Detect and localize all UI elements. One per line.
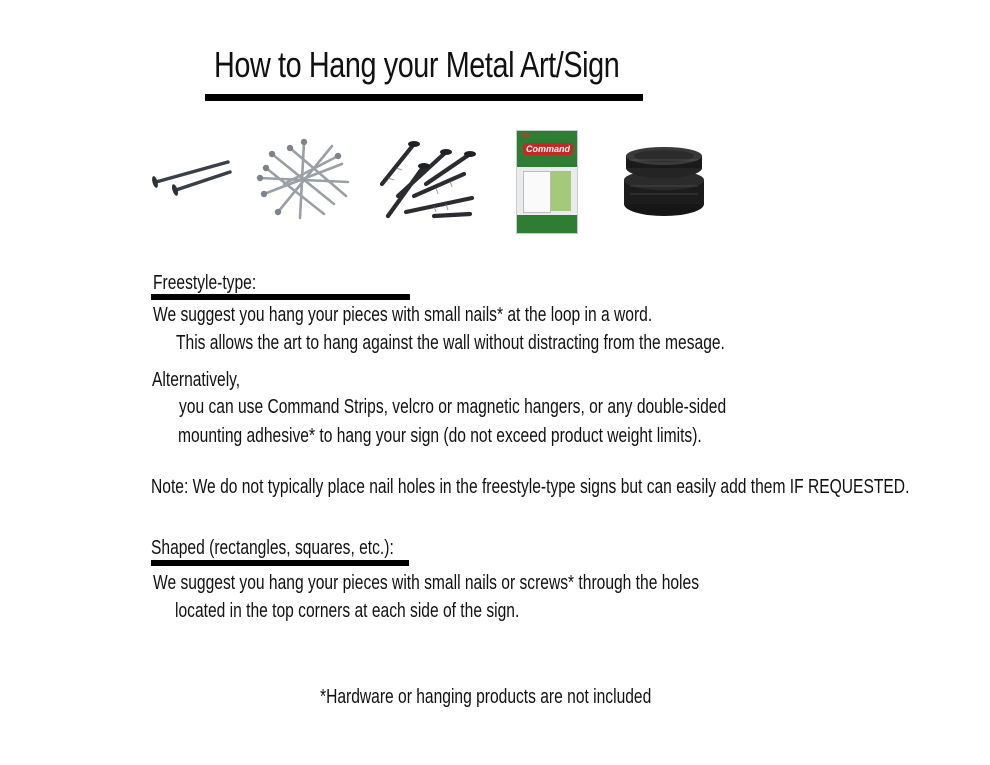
velcro-roll-image: [620, 146, 708, 222]
page-title: How to Hang your Metal Art/Sign: [214, 44, 620, 85]
shaped-text-line-1: We suggest you hang your pieces with small nails or screws* through the holes: [153, 572, 699, 594]
command-3m-logo: 3M: [520, 133, 530, 140]
shaped-underline: [151, 560, 409, 566]
title-underline: [205, 94, 643, 101]
command-strips-package-image: [516, 130, 578, 234]
alternatively-text-line-2: mounting adhesive* to hang your sign (do not exceed product weight limits).: [178, 425, 702, 447]
alternatively-label: Alternatively,: [152, 369, 241, 391]
freestyle-underline: [151, 294, 410, 300]
freestyle-heading: Freestyle-type:: [153, 272, 257, 294]
freestyle-note: Note: We do not typically place nail holes in the freestyle-type signs but can easily add them IF REQUESTED.: [151, 476, 910, 498]
freestyle-text-line-2: This allows the art to hang against the wall without distracting from the mesage.: [176, 332, 725, 354]
hardware-images: [0, 128, 990, 238]
footer-disclaimer: *Hardware or hanging products are not included: [320, 686, 652, 708]
shaped-text-line-2: located in the top corners at each side of the sign.: [175, 600, 520, 622]
command-brand-logo: Command: [523, 143, 573, 155]
alternatively-text-line-1: you can use Command Strips, velcro or magnetic hangers, or any double-sided: [179, 396, 727, 418]
silver-nails-image: [254, 134, 354, 222]
freestyle-text-line-1: We suggest you hang your pieces with small nails* at the loop in a word.: [153, 304, 653, 326]
shaped-heading: Shaped (rectangles, squares, etc.):: [151, 537, 394, 559]
screws-image: [374, 136, 478, 222]
nails-image: [146, 156, 232, 196]
